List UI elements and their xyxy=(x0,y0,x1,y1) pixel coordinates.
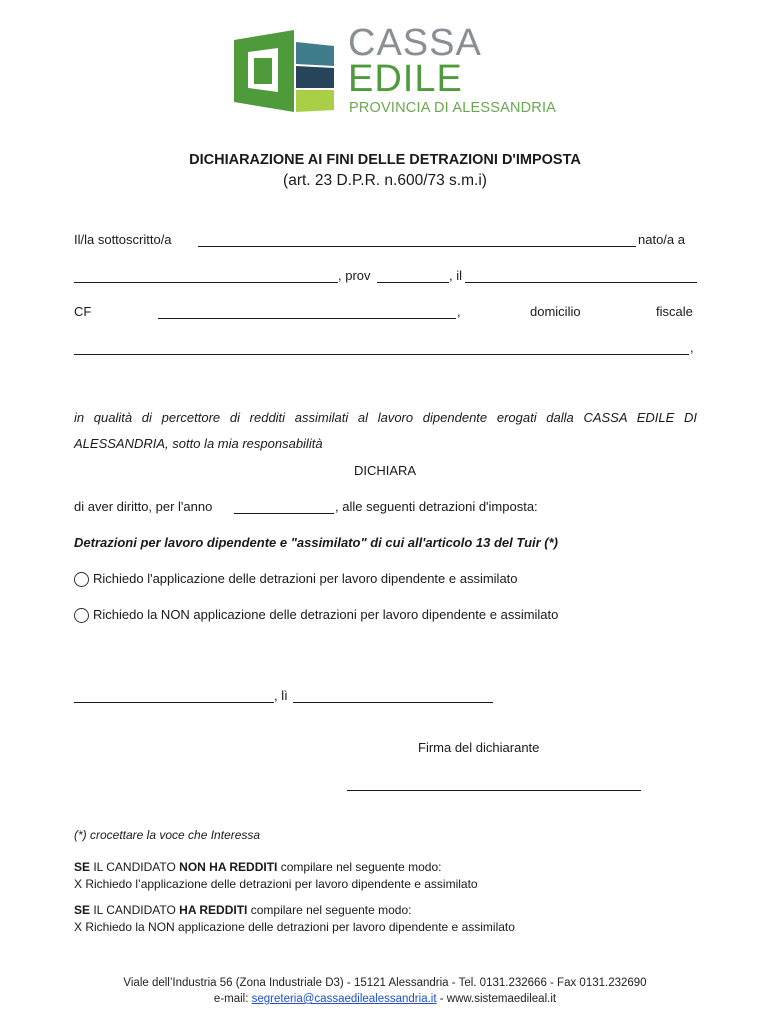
logo-text-edile: EDILE xyxy=(348,58,463,100)
note-1-mid: IL CANDIDATO xyxy=(90,860,180,874)
sottoscritto-field[interactable] xyxy=(198,232,636,247)
footer-email-prefix: e-mail: xyxy=(213,993,252,1005)
detrazioni-heading: Detrazioni per lavoro dipendente e "assimilato" di cui all'articolo 13 del Tuir (*) xyxy=(74,535,559,550)
footer-email-link[interactable]: segreteria@cassaedilealessandria.it xyxy=(251,993,437,1005)
data-nascita-field[interactable] xyxy=(465,268,697,283)
firma-field[interactable] xyxy=(347,776,641,791)
footer-contacts xyxy=(0,993,770,1005)
cf-label: CF xyxy=(74,304,92,319)
logo-text-cassa: CASSA xyxy=(348,22,482,64)
qualita-line-2: ALESSANDRIA, sotto la mia responsabilità xyxy=(74,436,323,451)
domicilio-label: domicilio xyxy=(530,304,581,319)
nato-label: nato/a a xyxy=(638,232,685,247)
cassa-edile-logo-mark xyxy=(234,30,336,112)
dichiara-label: DICHIARA xyxy=(353,463,417,478)
footer-separator: - xyxy=(436,993,447,1005)
anno-prefix: di aver diritto, per l'anno xyxy=(74,499,213,514)
footer-address: Viale dell’Industria 56 (Zona Industriale D3) - 15121 Alessandria - Tel. 0131.232666 - Fax 0131.232690 xyxy=(123,977,647,989)
domicilio-fiscale-field[interactable] xyxy=(74,340,689,355)
note-2-mid: IL CANDIDATO xyxy=(90,903,180,917)
anno-suffix: , alle seguenti detrazioni d'imposta: xyxy=(335,499,538,514)
data-firma-field[interactable] xyxy=(293,688,493,703)
crocettare-note: (*) crocettare la voce che Interessa xyxy=(74,828,261,842)
domicilio-comma: , xyxy=(690,340,694,355)
cf-field[interactable] xyxy=(158,304,456,319)
note-block-1-line-2: X Richiedo l’applicazione delle detrazioni per lavoro dipendente e assimilato xyxy=(74,877,478,891)
prov-field[interactable] xyxy=(377,268,449,283)
option-applicazione-radio[interactable] xyxy=(74,572,89,587)
footer-website[interactable]: www.sistemaedileal.it xyxy=(446,993,557,1005)
sottoscritto-label: Il/la sottoscritto/a xyxy=(74,232,172,247)
option-applicazione-label[interactable]: Richiedo l'applicazione delle detrazioni per lavoro dipendente e assimilato xyxy=(93,571,518,586)
note-1-end: compilare nel seguente modo: xyxy=(277,860,442,874)
note-2-end: compilare nel seguente modo: xyxy=(247,903,412,917)
note-2-bold: HA REDDITI xyxy=(179,903,248,917)
il-label: , il xyxy=(449,268,462,283)
prov-label: , prov xyxy=(338,268,371,283)
note-1-se: SE xyxy=(74,860,91,874)
luogo-nascita-field[interactable] xyxy=(74,268,338,283)
note-2-se: SE xyxy=(74,903,91,917)
firma-label: Firma del dichiarante xyxy=(418,740,540,755)
cf-comma: , xyxy=(457,304,461,319)
document-title: DICHIARAZIONE AI FINI DELLE DETRAZIONI D'IMPOSTA xyxy=(189,152,581,168)
option-non-applicazione-label[interactable]: Richiedo la NON applicazione delle detrazioni per lavoro dipendente e assimilato xyxy=(93,607,559,622)
logo-text-provincia: PROVINCIA DI ALESSANDRIA xyxy=(349,100,557,116)
option-non-applicazione-radio[interactable] xyxy=(74,608,89,623)
note-block-2-line-1 xyxy=(74,903,412,917)
document-subtitle: (art. 23 D.P.R. n.600/73 s.m.i) xyxy=(283,172,487,189)
anno-field[interactable] xyxy=(234,499,334,514)
note-block-1-line-1 xyxy=(74,860,442,874)
qualita-line-1: in qualità di percettore di redditi assimilati al lavoro dipendente erogati dalla CASSA EDILE DI xyxy=(74,410,697,425)
li-label: , lì xyxy=(274,688,288,703)
note-1-bold: NON HA REDDITI xyxy=(179,860,278,874)
fiscale-label: fiscale xyxy=(656,304,693,319)
luogo-firma-field[interactable] xyxy=(74,688,274,703)
note-block-2-line-2: X Richiedo la NON applicazione delle detrazioni per lavoro dipendente e assimilato xyxy=(74,920,515,934)
